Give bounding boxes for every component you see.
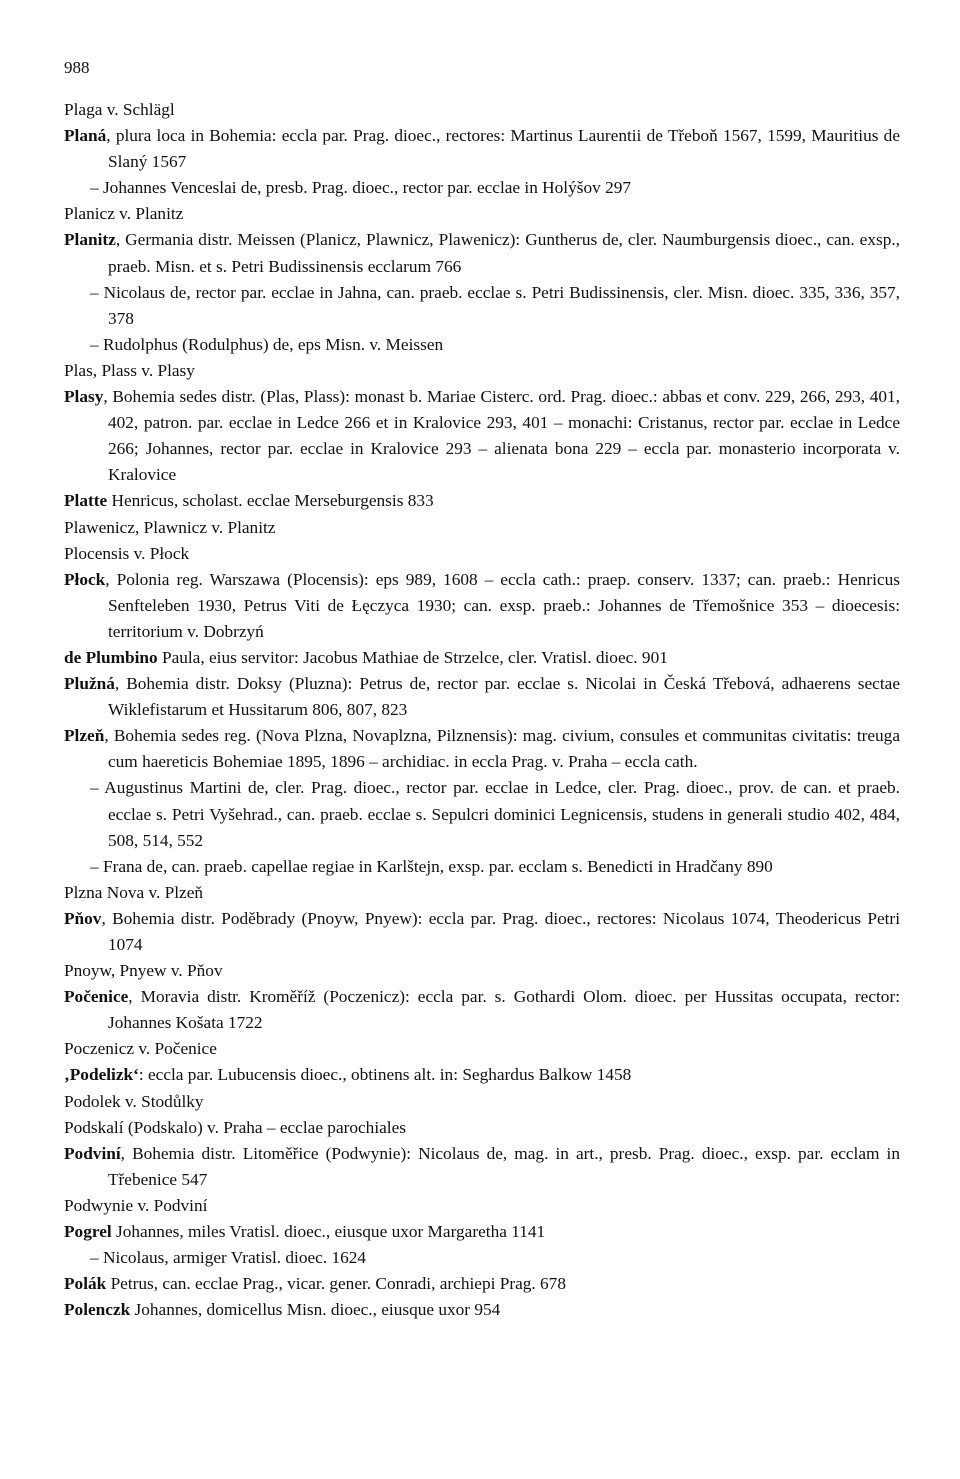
entry-text: , Moravia distr. Kroměříž (Poczenicz): eccla par. s. Gothardi Olom. dioec. per Hussitas occupata, rector: Johannes Košata 1722 <box>108 987 900 1033</box>
entry-text: Pnoyw, Pnyew v. Pňov <box>64 961 223 981</box>
index-entry <box>64 515 900 541</box>
index-subentry <box>82 854 900 880</box>
entry-headword: Počenice <box>64 987 129 1007</box>
entry-text: Plocensis v. Płock <box>64 543 190 563</box>
index-entry <box>64 1297 900 1323</box>
entry-headword: Pogrel <box>64 1222 112 1242</box>
entry-text: : eccla par. Lubucensis dioec., obtinens alt. in: Seghardus Balkow 1458 <box>138 1065 632 1085</box>
index-entry <box>64 541 900 567</box>
entry-headword: Planá <box>64 126 107 146</box>
entry-text: , Bohemia distr. Litoměřice (Podwynie): Nicolaus de, mag. in art., presb. Prag. dioec., exsp. par. ecclam in Třebenice 547 <box>108 1143 900 1189</box>
index-subentry <box>82 1245 900 1271</box>
index-entry <box>64 201 900 227</box>
entry-text: , plura loca in Bohemia: eccla par. Prag. dioec., rectores: Martinus Laurentii de Třeboň 1567, 1599, Mauritius de Slaný 1567 <box>106 126 900 172</box>
index-entry <box>64 958 900 984</box>
entry-text: Podolek v. Stodůlky <box>64 1091 204 1111</box>
index-entry <box>64 723 900 775</box>
index-entry <box>64 984 900 1036</box>
index-subentry <box>82 332 900 358</box>
entry-text: – Frana de, can. praeb. capellae regiae in Karlštejn, exsp. par. ecclam s. Benedicti in Hradčany 890 <box>90 856 773 876</box>
page-number: 988 <box>64 58 90 77</box>
entry-text: Podwynie v. Podviní <box>64 1195 208 1215</box>
entry-text: – Rudolphus (Rodulphus) de, eps Misn. v. Meissen <box>90 334 444 354</box>
entry-text: , Bohemia sedes reg. (Nova Plzna, Novaplzna, Pilznensis): mag. civium, consules et communitas civitatis: treuga cum haereticis Bohemiae 1895, 1896 – archidiac. in eccla Prag. v. Praha – eccla cath. <box>104 726 900 772</box>
index-entry <box>64 1219 900 1245</box>
entry-text: Plaga v. Schlägl <box>64 100 175 119</box>
entry-text: , Polonia reg. Warszawa (Plocensis): eps 989, 1608 – eccla cath.: praep. conserv. 1337; can. praeb.: Henricus Senfteleben 1930, Petrus Viti de Łęczyca 1930; can. exsp. praeb.: Johannes de Třemošnice 353 – dioecesis: territorium v. Dobrzyń <box>105 569 900 641</box>
index-entry <box>64 880 900 906</box>
entry-text: Johannes, miles Vratisl. dioec., eiusque uxor Margaretha 1141 <box>111 1222 546 1242</box>
entry-text: Podskalí (Podskalo) v. Praha – ecclae parochiales <box>64 1117 406 1137</box>
index-entry <box>64 1141 900 1193</box>
entry-text: – Nicolaus de, rector par. ecclae in Jahna, can. praeb. ecclae s. Petri Budissinensis, cler. Misn. dioec. 335, 336, 357, 378 <box>90 282 900 328</box>
entry-text: Henricus, scholast. ecclae Merseburgensis 833 <box>107 491 434 511</box>
entry-headword: Plzeň <box>64 726 105 746</box>
entry-text: , Bohemia sedes distr. (Plas, Plass): monast b. Mariae Cisterc. ord. Prag. dioec.: abbas et conv. 229, 266, 293, 401, 402, patron. par. ecclae in Ledce 266 et in Kralovice 293, 401 – monachi: Cristanus, rector par. ecclae in Ledce 266; Johannes, rector par. ecclae in Kralovice 293 – alienata bona 229 – eccla par. monasterio incorporata v. Kralovice <box>103 387 900 485</box>
index-entry <box>64 1062 900 1088</box>
entry-text: Poczenicz v. Počenice <box>64 1039 217 1059</box>
index-entry <box>64 123 900 175</box>
entry-text: Paula, eius servitor: Jacobus Mathiae de Strzelce, cler. Vratisl. dioec. 901 <box>157 647 668 667</box>
index-entry <box>64 1089 900 1115</box>
index-entry <box>64 97 900 123</box>
entry-headword: ‚Podelizk‘ <box>64 1065 139 1085</box>
index-entry <box>64 227 900 279</box>
index-entry <box>64 358 900 384</box>
index-entry <box>64 1036 900 1062</box>
index-entry <box>64 906 900 958</box>
entry-headword: Polenczk <box>64 1300 131 1320</box>
index-entry <box>64 645 900 671</box>
index-entry <box>64 567 900 645</box>
entry-headword: Płock <box>64 569 106 589</box>
entry-text: Johannes, domicellus Misn. dioec., eiusque uxor 954 <box>130 1300 501 1320</box>
index-subentry <box>82 175 900 201</box>
index-subentry <box>82 775 900 853</box>
entry-headword: Plasy <box>64 387 104 407</box>
index-subentry <box>82 280 900 332</box>
entry-text: Plas, Plass v. Plasy <box>64 360 195 380</box>
index-entry <box>64 488 900 514</box>
index-entry <box>64 1271 900 1297</box>
entry-headword: Platte <box>64 491 108 511</box>
entry-headword: Polák <box>64 1274 107 1294</box>
entry-text: – Johannes Venceslai de, presb. Prag. dioec., rector par. ecclae in Holýšov 297 <box>90 178 631 198</box>
entry-text: Planicz v. Planitz <box>64 204 184 224</box>
index-entries <box>64 97 900 1323</box>
entry-text: Petrus, can. ecclae Prag., vicar. gener. Conradi, archiepi Prag. 678 <box>106 1274 566 1294</box>
index-entry <box>64 384 900 488</box>
entry-headword: Planitz <box>64 230 116 250</box>
entry-text: , Germania distr. Meissen (Planicz, Plawnicz, Plawenicz): Guntherus de, cler. Naumburgensis dioec., can. exsp., praeb. Misn. et s. Petri Budissinensis ecclarum 766 <box>108 230 900 276</box>
entry-headword: Plužná <box>64 674 115 694</box>
entry-headword: Pňov <box>64 908 102 928</box>
index-entry <box>64 1193 900 1219</box>
entry-text: , Bohemia distr. Poděbrady (Pnoyw, Pnyew): eccla par. Prag. dioec., rectores: Nicolaus 1074, Theodericus Petri 1074 <box>101 908 900 954</box>
entry-text: – Augustinus Martini de, cler. Prag. dioec., rector par. ecclae in Ledce, cler. Prag. dioec., prov. de can. et praeb. ecclae s. Petri Vyšehrad., can. praeb. ecclae s. Sepulcri dominici Legnicensis, studens in generali studio 402, 484, 508, 514, 552 <box>90 778 900 850</box>
entry-text: Plzna Nova v. Plzeň <box>64 882 204 902</box>
entry-text: Plawenicz, Plawnicz v. Planitz <box>64 517 276 537</box>
entry-text: , Bohemia distr. Doksy (Pluzna): Petrus de, rector par. ecclae s. Nicolai in Česká Třebová, adhaerens sectae Wiklefistarum et Hussitarum 806, 807, 823 <box>108 674 900 720</box>
index-entry <box>64 671 900 723</box>
entry-text: – Nicolaus, armiger Vratisl. dioec. 1624 <box>90 1248 367 1268</box>
entry-headword: Podviní <box>64 1143 121 1163</box>
index-entry <box>64 1115 900 1141</box>
entry-headword: de Plumbino <box>64 647 158 667</box>
